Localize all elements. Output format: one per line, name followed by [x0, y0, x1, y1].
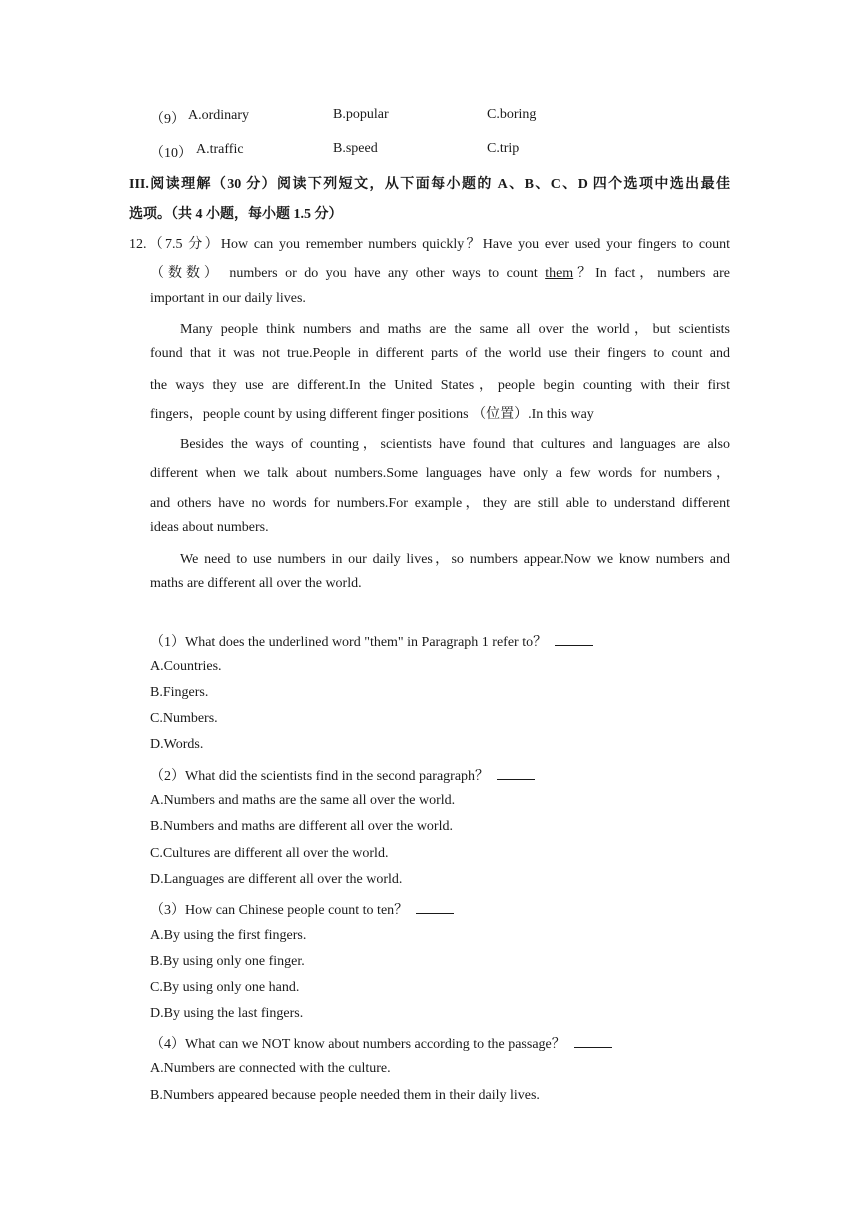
- paragraph-3-line: different when we talk about numbers.Some languages have only a few words for numbers，: [150, 466, 730, 481]
- q10-option-b: B.speed: [333, 141, 378, 156]
- passage-line: [150, 262, 730, 282]
- passage-text: （数数） numbers or do you have any other ways to count: [150, 266, 546, 281]
- section-heading-line2: 选项。（共 4 小题，每小题 1.5 分）: [129, 207, 343, 222]
- q10-option-a: A.traffic: [196, 142, 244, 157]
- q9-option-a: A.ordinary: [188, 108, 250, 123]
- passage-line: important in our daily lives.: [150, 291, 306, 306]
- paragraph-3-line: ideas about numbers.: [150, 520, 269, 535]
- answer-blank: [497, 768, 535, 780]
- option: D.Words.: [150, 737, 204, 752]
- question-4-stem: （4）What can we NOT know about numbers according to the passage？: [150, 1033, 612, 1053]
- paragraph-2-line: fingers，people count by using different finger positions （位置）.In this way: [150, 407, 594, 422]
- paragraph-3-line: Besides the ways of counting，scientists have found that cultures and languages are also: [180, 437, 730, 452]
- option: B.Fingers.: [150, 685, 209, 700]
- underlined-word: them: [545, 266, 574, 281]
- option: D.Languages are different all over the world.: [150, 872, 403, 887]
- option: A.Countries.: [150, 659, 222, 674]
- answer-blank: [555, 634, 593, 646]
- question-12-intro: 12.（7.5 分）How can you remember numbers quickly？Have you ever used your fingers to count: [129, 237, 730, 252]
- option: B.Numbers appeared because people needed them in their daily lives.: [150, 1088, 540, 1103]
- option: C.Cultures are different all over the world.: [150, 846, 389, 861]
- paragraph-3-line: and others have no words for numbers.For example，they are still able to understand different: [150, 496, 730, 511]
- q10-option-c: C.trip: [487, 141, 520, 156]
- question-3-stem: （3）How can Chinese people count to ten？: [150, 899, 454, 919]
- option: A.Numbers and maths are the same all over the world.: [150, 793, 456, 808]
- q9-label: （9）: [150, 112, 185, 127]
- q9-option-c: C.boring: [487, 107, 537, 122]
- answer-blank: [574, 1036, 612, 1048]
- option: C.By using only one hand.: [150, 980, 300, 995]
- option: A.By using the first fingers.: [150, 928, 307, 943]
- paragraph-4-line: We need to use numbers in our daily lives，so numbers appear.Now we know numbers and: [180, 552, 730, 567]
- option: B.By using only one finger.: [150, 954, 305, 969]
- answer-blank: [416, 902, 454, 914]
- option: D.By using the last fingers.: [150, 1006, 304, 1021]
- q9-option-b: B.popular: [333, 107, 389, 122]
- passage-text: ？In fact，numbers are: [573, 266, 730, 281]
- question-2-stem: （2）What did the scientists find in the second paragraph？: [150, 765, 535, 785]
- question-1-stem: （1）What does the underlined word "them" in Paragraph 1 refer to？: [150, 631, 593, 651]
- paragraph-2-line: found that it was not true.People in different parts of the world use their fingers to count and: [150, 346, 730, 361]
- q10-label: （10）: [150, 146, 192, 161]
- paragraph-2-line: the ways they use are different.In the United States，people begin counting with their first: [150, 378, 730, 393]
- option: B.Numbers and maths are different all over the world.: [150, 819, 453, 834]
- option: A.Numbers are connected with the culture.: [150, 1061, 391, 1076]
- option: C.Numbers.: [150, 711, 218, 726]
- paragraph-4-line: maths are different all over the world.: [150, 576, 362, 591]
- paragraph-2-line: Many people think numbers and maths are the same all over the world，but scientists: [180, 322, 730, 337]
- section-heading: III.阅读理解（30 分）阅读下列短文，从下面每小题的 A、B、C、D 四个选项中选出最佳: [129, 177, 730, 192]
